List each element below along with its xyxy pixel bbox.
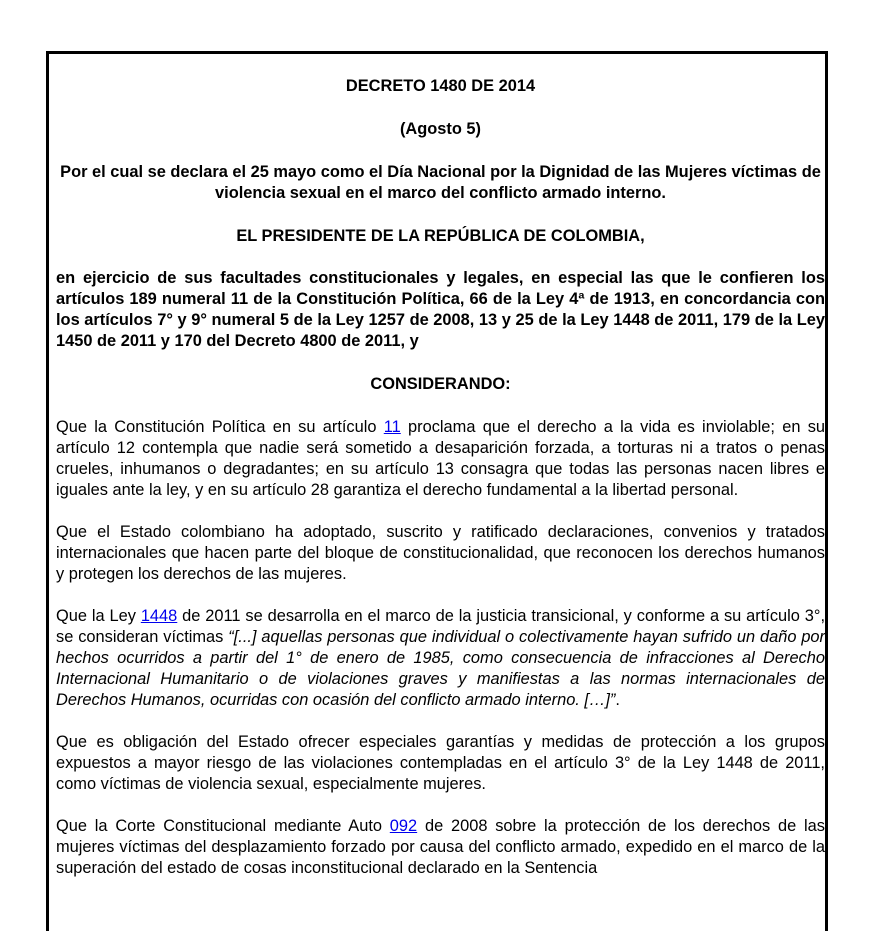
decree-date: (Agosto 5) bbox=[399, 120, 482, 138]
law-1448-link[interactable]: 1448 bbox=[140, 607, 178, 625]
considering-paragraph-5 bbox=[56, 816, 825, 879]
decree-title: DECRETO 1480 DE 2014 bbox=[345, 77, 536, 95]
paragraph-text: Que la Corte Constitucional mediante Auto bbox=[56, 817, 390, 835]
considering-heading: CONSIDERANDO: bbox=[370, 375, 511, 393]
considering-paragraph-2: Que el Estado colombiano ha adoptado, suscrito y ratificado declaraciones, convenios y tratados internacionales que hacen parte del bloque de constitucionalidad, que reconocen los derechos humanos y protegen los derechos de las mujeres. bbox=[56, 523, 825, 583]
considering-paragraph-1 bbox=[56, 417, 825, 501]
auto-092-link[interactable]: 092 bbox=[389, 817, 418, 835]
document-body bbox=[56, 76, 825, 879]
paragraph-text: Que la Constitución Política en su artículo bbox=[56, 418, 384, 436]
article-11-link[interactable]: 11 bbox=[383, 418, 401, 436]
decree-subject: Por el cual se declara el 25 mayo como el Día Nacional por la Dignidad de las Mujeres víctimas de violencia sexual en el marco del conflicto armado interno. bbox=[60, 163, 821, 202]
considering-paragraph-4: Que es obligación del Estado ofrecer especiales garantías y medidas de protección a los grupos expuestos a mayor riesgo de las violaciones contempladas en el artículo 3° de la Ley 1448 de 2011, como víctimas de violencia sexual, especialmente mujeres. bbox=[56, 733, 825, 793]
victims-definition-quote: “[...] aquellas personas que individual o colectivamente hayan sufrido un daño por hechos ocurridos a partir del 1° de enero de 1985, como consecuencia de infracciones al Derecho Internacional Humanitario o de violaciones graves y manifiestas a las normas internacionales de Derechos Humanos, ocurridas con ocasión del conflicto armado interno. […]” bbox=[56, 628, 826, 709]
decree-authority: en ejercicio de sus facultades constitucionales y legales, en especial las que le confieren los artículos 189 numeral 11 de la Constitución Política, 66 de la Ley 4ª de 1913, en concordancia con los artículos 7° y 9° numeral 5 de la Ley 1257 de 2008, 13 y 25 de la Ley 1448 de 2011, 179 de la Ley 1450 de 2011 y 170 del Decreto 4800 de 2011, y bbox=[56, 269, 825, 350]
paragraph-text: Que la Ley bbox=[56, 607, 141, 625]
paragraph-text: de 2008 sobre la protección de los derechos de las mujeres víctimas del desplazamiento forzado por causa del conflicto armado, expedido en el marco de la superación del estado de cosas inconstitucional declarado en la Sentencia bbox=[56, 817, 825, 877]
paragraph-text: de 2011 se desarrolla en el marco de la justicia transicional, y conforme a su artículo 3°, se consideran víctimas bbox=[56, 607, 826, 646]
decree-issuer: EL PRESIDENTE DE LA REPÚBLICA DE COLOMBIA, bbox=[236, 227, 645, 245]
considering-paragraph-3 bbox=[56, 606, 825, 711]
paragraph-text: . bbox=[615, 691, 620, 709]
paragraph-text: proclama que el derecho a la vida es inviolable; en su artículo 12 contempla que nadie será sometido a desaparición forzada, a torturas ni a tratos o penas crueles, inhumanos o degradantes; en su artículo 13 consagra que todas las personas nacen libres e iguales ante la ley, y en su artículo 28 garantiza el derecho fundamental a la libertad personal. bbox=[56, 418, 826, 499]
